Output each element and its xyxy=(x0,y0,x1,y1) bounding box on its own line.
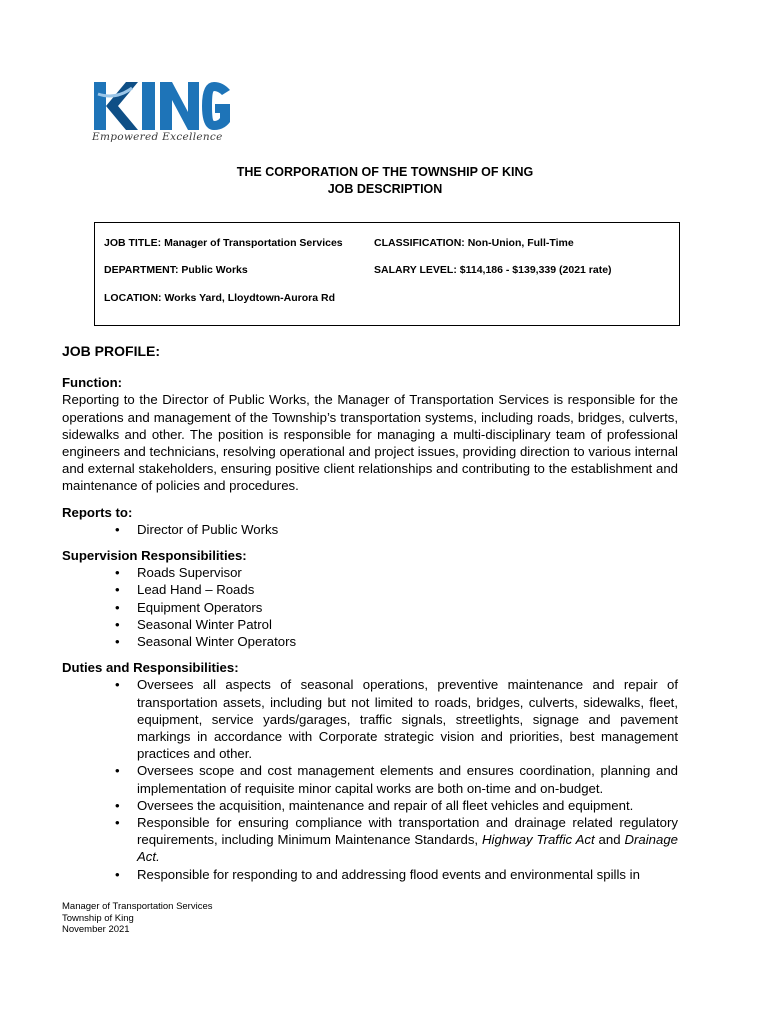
supervision-list xyxy=(62,564,678,650)
reports-to-list xyxy=(62,521,678,538)
function-paragraph: Reporting to the Director of Public Works, the Manager of Transportation Services is responsible for the operations and management of the Township’s transportation systems, including roads, bridges, culverts, sidewalks and other. The position is responsible for managing a multi-disciplinary team of professional engineers and technicians, resolving operational and project issues, providing direction to various internal and external stakeholders, ensuring positive client relationships and contributing to the establishment and maintenance of policies and procedures. xyxy=(62,392,678,494)
document-title: THE CORPORATION OF THE TOWNSHIP OF KING xyxy=(236,165,534,179)
list-item: • Oversees all aspects of seasonal operations, preventive maintenance and repair of transportation assets, including but not limited to roads, bridges, culverts, sidewalks, fleet, equipment, service yards/garages, traffic signals, streetlights, signage and pavement markings in accordance with Corporate strategic vision and priorities, best management practices and other. xyxy=(62,676,678,762)
job-title-field: JOB TITLE: Manager of Transportation Services xyxy=(104,237,343,249)
list-item: • Director of Public Works xyxy=(62,521,678,538)
department-field: DEPARTMENT: Public Works xyxy=(104,264,248,276)
footer-line-date: November 2021 xyxy=(62,924,130,935)
duties-heading: Duties and Responsibilities: xyxy=(62,660,239,676)
job-profile-heading: JOB PROFILE: xyxy=(62,343,161,359)
document-subtitle: JOB DESCRIPTION xyxy=(327,182,443,196)
highway-traffic-act: Highway Traffic Act xyxy=(482,832,595,848)
king-logo-mark xyxy=(92,80,232,132)
salary-field: SALARY LEVEL: $114,186 - $139,339 (2021 rate) xyxy=(374,264,612,276)
duty-period: . xyxy=(156,849,160,865)
footer-line-org: Township of King xyxy=(62,912,134,924)
list-item: • Roads Supervisor xyxy=(62,564,678,581)
list-item: • Equipment Operators xyxy=(62,599,678,616)
duty-connector: and xyxy=(594,832,625,848)
list-item: • Seasonal Winter Operators xyxy=(62,633,678,650)
list-item: • Lead Hand – Roads xyxy=(62,581,678,598)
logo-tagline: Empowered Excellence xyxy=(92,131,223,143)
list-item: • Oversees scope and cost management elements and ensures coordination, planning and implementation of requisite minor capital works are both on-time and on-budget. xyxy=(62,762,678,796)
reports-to-heading: Reports to: xyxy=(62,504,133,520)
duties-list xyxy=(62,676,678,882)
drainage-act: Drainage Act xyxy=(137,832,678,865)
list-item: • Responsible for responding to and addressing flood events and environmental spills in xyxy=(62,866,678,883)
list-item xyxy=(62,814,678,866)
list-item: • Oversees the acquisition, maintenance and repair of all fleet vehicles and equipment. xyxy=(62,797,678,814)
classification-field: CLASSIFICATION: Non-Union, Full-Time xyxy=(374,237,574,249)
location-field: LOCATION: Works Yard, Lloydtown-Aurora Rd xyxy=(104,292,336,304)
job-profile-section xyxy=(62,343,678,883)
function-heading: Function: xyxy=(62,375,123,391)
supervision-heading: Supervision Responsibilities: xyxy=(62,548,247,564)
list-item: • Seasonal Winter Patrol xyxy=(62,616,678,633)
footer-line-title: Manager of Transportation Services xyxy=(62,901,213,912)
page-footer xyxy=(62,901,213,936)
duty-text: Responsible for ensuring compliance with transportation and drainage related regulatory requirements, including Minimum Maintenance Standards, xyxy=(137,815,678,848)
